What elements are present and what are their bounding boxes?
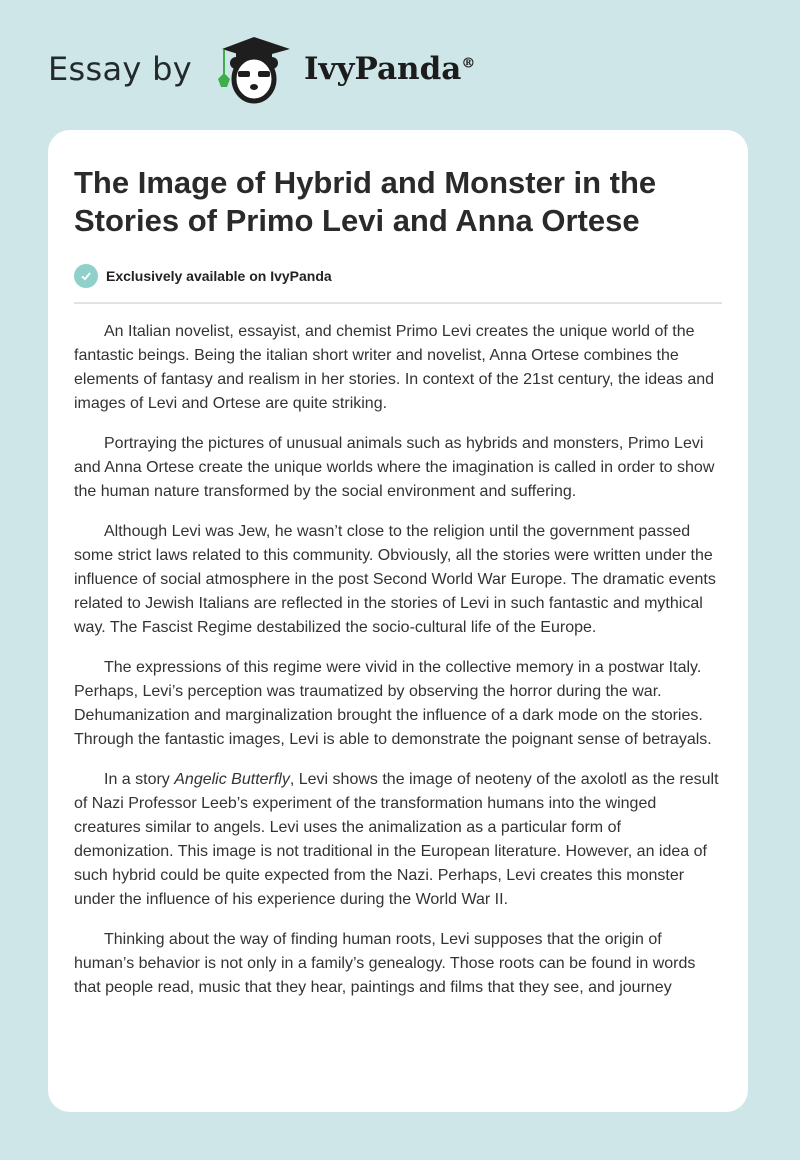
paragraph: The expressions of this regime were vivid in the collective memory in a postwar Italy. Perhaps, Levi’s perception was traumatized by observing the horror during the war. Dehumanization and marginalization brought the influence of a dark mode on the stories. Through the fantastic images, Levi is able to demonstrate the poignant sense of betrayals.	[74, 659, 712, 748]
text: , Levi shows the image of neoteny of the axolotl as the result of Nazi Professor Leeb’s experiment of the transformation humans into the winged creatures similar to angels. Levi uses the animalization as a particular form of demonization. This image is not traditional in the European literature. However, an idea of such hybrid could be quite expected from the Nazi. Perhaps, Levi creates this monster under the influence of his experience during the World War II.	[74, 771, 719, 908]
paragraph: An Italian novelist, essayist, and chemist Primo Levi creates the unique world of the fantastic beings. Being the italian short writer and novelist, Anna Ortese combines the elements of fantasy and realism in her stories. In context of the 21st century, the ideas and images of Levi and Ortese are quite striking.	[74, 323, 715, 412]
exclusive-badge	[74, 264, 332, 288]
badge-text: Exclusively available on IvyPanda	[106, 268, 332, 284]
divider	[74, 302, 722, 304]
essay-by-label: Essay by	[48, 50, 192, 88]
checkmark-icon	[74, 264, 98, 288]
text: In a story	[104, 771, 175, 788]
ivypanda-panda-logo-icon	[210, 33, 294, 105]
paragraph: Portraying the pictures of unusual animals such as hybrids and monsters, Primo Levi and Anna Ortese create the unique worlds where the imagination is called in order to show the human nature transformed by the social environment and suffering.	[74, 435, 715, 500]
story-title: Angelic Butterfly	[174, 771, 290, 788]
ivypanda-brand	[304, 51, 475, 87]
essay-title: The Image of Hybrid and Monster in the Stories of Primo Levi and Anna Ortese	[74, 165, 657, 238]
registered-mark: ®	[461, 55, 476, 72]
brand-name: IvyPanda	[303, 51, 462, 87]
paragraph: Thinking about the way of finding human roots, Levi supposes that the origin of human’s behavior is not only in a family’s genealogy. Those roots can be found in words that people read, music that they hear, paintings and films that they see, and journey	[74, 931, 696, 996]
essay-card	[48, 130, 748, 1112]
site-header	[48, 34, 475, 104]
paragraph: Although Levi was Jew, he wasn’t close to the religion until the government passed some strict laws related to this community. Obviously, all the stories were written under the influence of social atmosphere in the post Second World War Europe. The dramatic events related to Jewish Italians are reflected in the stories of Levi in such fantastic and mythical way. The Fascist Regime destabilized the socio-cultural life of the Europe.	[74, 523, 716, 636]
paragraph	[74, 768, 724, 912]
essay-body	[74, 320, 724, 1016]
